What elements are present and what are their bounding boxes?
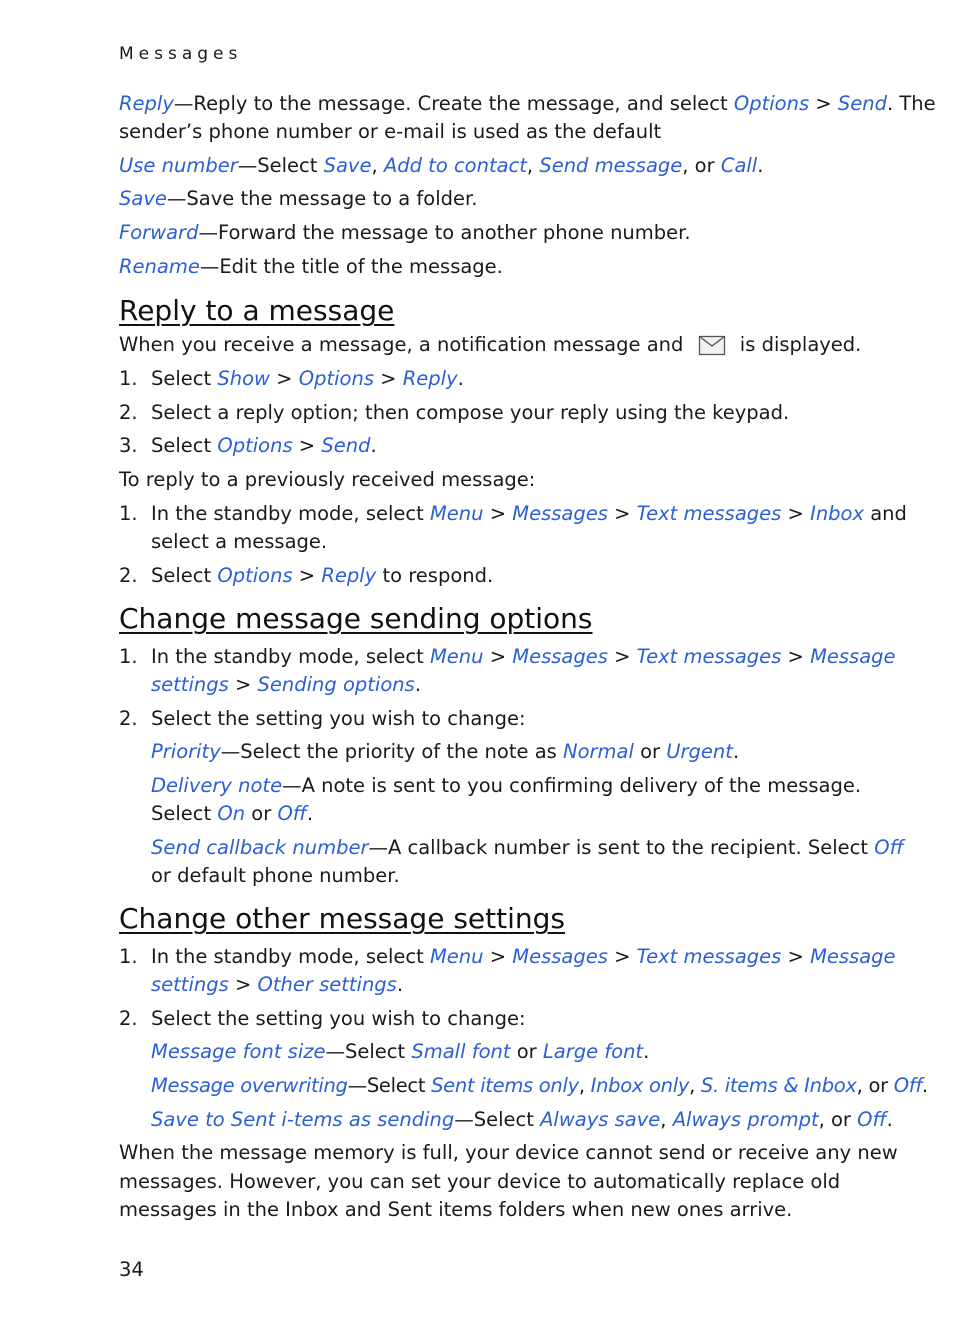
callback-line: Send callback number—A callback number is sent to the recipient. Select Off bbox=[151, 836, 904, 859]
forward-line: Forward—Forward the message to another phone number. bbox=[119, 221, 691, 244]
message-settings-link[interactable]: settings bbox=[151, 673, 229, 696]
other-step-1: In the standby mode, select Menu > Messages > Text messages > Message bbox=[151, 945, 896, 968]
page-number: 34 bbox=[119, 1258, 144, 1281]
closing-line-2: messages. However, you can set your device to automatically replace old bbox=[119, 1170, 841, 1193]
step-number: 2. bbox=[119, 707, 138, 730]
always-prompt-link[interactable]: Always prompt bbox=[672, 1108, 819, 1131]
callback-cont: or default phone number. bbox=[151, 864, 400, 887]
send-message-link[interactable]: Send message bbox=[539, 154, 683, 177]
options-link[interactable]: Options bbox=[217, 564, 293, 587]
messages-link[interactable]: Messages bbox=[512, 502, 608, 525]
messages-link[interactable]: Messages bbox=[512, 945, 608, 968]
sent-items-only-link[interactable]: Sent items only bbox=[431, 1074, 579, 1097]
step-number: 3. bbox=[119, 434, 138, 457]
other-step-2: Select the setting you wish to change: bbox=[151, 1007, 526, 1030]
options-link[interactable]: Options bbox=[733, 92, 810, 115]
priority-link[interactable]: Priority bbox=[151, 740, 221, 763]
small-font-link[interactable]: Small font bbox=[411, 1040, 511, 1063]
reply-step-3: Select Options > Send. bbox=[151, 434, 377, 457]
reply-link[interactable]: Reply bbox=[321, 564, 377, 587]
step-number: 2. bbox=[119, 401, 138, 424]
closing-line-1: When the message memory is full, your device cannot send or receive any new bbox=[119, 1141, 898, 1164]
normal-link[interactable]: Normal bbox=[563, 740, 634, 763]
send-link[interactable]: Send bbox=[321, 434, 371, 457]
running-head: Messages bbox=[119, 44, 243, 64]
options-link[interactable]: Options bbox=[298, 367, 374, 390]
rename-line: Rename—Edit the title of the message. bbox=[119, 255, 503, 278]
step-number: 2. bbox=[119, 564, 138, 587]
reply-link[interactable]: Reply bbox=[402, 367, 458, 390]
step-number: 1. bbox=[119, 502, 138, 525]
section-heading-sending: Change message sending options bbox=[119, 602, 593, 635]
call-link[interactable]: Call bbox=[720, 154, 758, 177]
priority-line: Priority—Select the priority of the note as Normal or Urgent. bbox=[151, 740, 740, 763]
rename-link[interactable]: Rename bbox=[119, 255, 200, 278]
messages-link[interactable]: Messages bbox=[512, 645, 608, 668]
sending-step-2: Select the setting you wish to change: bbox=[151, 707, 526, 730]
on-link[interactable]: On bbox=[217, 802, 246, 825]
inbox-link[interactable]: Inbox bbox=[810, 502, 865, 525]
message-settings-link[interactable]: Message bbox=[810, 945, 896, 968]
step-number: 1. bbox=[119, 945, 138, 968]
send-link[interactable]: Send bbox=[837, 92, 887, 115]
menu-link[interactable]: Menu bbox=[429, 945, 484, 968]
prev-reply-intro: To reply to a previously received message: bbox=[119, 468, 536, 491]
off-link[interactable]: Off bbox=[277, 802, 307, 825]
reply-option-line-2: sender’s phone number or e-mail is used as the default bbox=[119, 120, 662, 143]
step-number: 1. bbox=[119, 367, 138, 390]
delivery-note-link[interactable]: Delivery note bbox=[151, 774, 283, 797]
reply-step-1: Select Show > Options > Reply. bbox=[151, 367, 464, 390]
sending-step-1-cont: settings > Sending options. bbox=[151, 673, 422, 696]
message-settings-link[interactable]: settings bbox=[151, 973, 229, 996]
large-font-link[interactable]: Large font bbox=[542, 1040, 644, 1063]
save-line: Save—Save the message to a folder. bbox=[119, 187, 478, 210]
section-heading-other: Change other message settings bbox=[119, 902, 565, 935]
save-option-link[interactable]: Save bbox=[119, 187, 167, 210]
off-link[interactable]: Off bbox=[874, 836, 904, 859]
show-link[interactable]: Show bbox=[217, 367, 270, 390]
step-number: 2. bbox=[119, 1007, 138, 1030]
delivery-note-cont: Select On or Off. bbox=[151, 802, 314, 825]
sending-options-link[interactable]: Sending options bbox=[257, 673, 415, 696]
prev-step-1: In the standby mode, select Menu > Messages > Text messages > Inbox and bbox=[151, 502, 907, 525]
off-link[interactable]: Off bbox=[857, 1108, 887, 1131]
sending-step-1: In the standby mode, select Menu > Messages > Text messages > Message bbox=[151, 645, 896, 668]
other-settings-link[interactable]: Other settings bbox=[257, 973, 397, 996]
prev-step-1-cont: select a message. bbox=[151, 530, 328, 553]
message-settings-link[interactable]: Message bbox=[810, 645, 896, 668]
use-number-link[interactable]: Use number bbox=[119, 154, 238, 177]
reply-option-line: Reply—Reply to the message. Create the message, and select Options > Send. The bbox=[119, 92, 936, 115]
save-to-sent-line: Save to Sent i-tems as sending—Select Always save, Always prompt, or Off. bbox=[151, 1108, 893, 1131]
text-messages-link[interactable]: Text messages bbox=[636, 502, 782, 525]
prev-step-2: Select Options > Reply to respond. bbox=[151, 564, 494, 587]
off-link[interactable]: Off bbox=[893, 1074, 922, 1097]
save-to-sent-link[interactable]: Save to Sent i-tems as sending bbox=[151, 1108, 455, 1131]
message-overwriting-link[interactable]: Message overwriting bbox=[151, 1074, 348, 1097]
save-link[interactable]: Save bbox=[323, 154, 372, 177]
reply-link[interactable]: Reply bbox=[119, 92, 174, 115]
other-step-1-cont: settings > Other settings. bbox=[151, 973, 404, 996]
step-number: 1. bbox=[119, 645, 138, 668]
delivery-note-line: Delivery note—A note is sent to you confirming delivery of the message. bbox=[151, 774, 862, 797]
send-callback-link[interactable]: Send callback number bbox=[151, 836, 369, 859]
options-link[interactable]: Options bbox=[217, 434, 293, 457]
inbox-only-link[interactable]: Inbox only bbox=[590, 1074, 690, 1097]
overwriting-line: Message overwriting—Select Sent items only, Inbox only, S. items & Inbox, or Off. bbox=[151, 1074, 928, 1097]
always-save-link[interactable]: Always save bbox=[540, 1108, 661, 1131]
menu-link[interactable]: Menu bbox=[429, 502, 484, 525]
forward-link[interactable]: Forward bbox=[119, 221, 199, 244]
reply-step-2: Select a reply option; then compose your reply using the keypad. bbox=[151, 401, 790, 424]
message-font-size-link[interactable]: Message font size bbox=[151, 1040, 326, 1063]
envelope-icon bbox=[698, 333, 726, 365]
add-to-contact-link[interactable]: Add to contact bbox=[383, 154, 527, 177]
reply-intro: When you receive a message, a notification message and is displayed. bbox=[119, 331, 829, 365]
section-heading-reply: Reply to a message bbox=[119, 294, 395, 327]
closing-line-3: messages in the Inbox and Sent items folders when new ones arrive. bbox=[119, 1198, 793, 1221]
text-messages-link[interactable]: Text messages bbox=[636, 645, 782, 668]
text-messages-link[interactable]: Text messages bbox=[636, 945, 782, 968]
s-items-inbox-link[interactable]: S. items & Inbox bbox=[700, 1074, 857, 1097]
font-size-line: Message font size—Select Small font or Large font. bbox=[151, 1040, 650, 1063]
menu-link[interactable]: Menu bbox=[429, 645, 484, 668]
use-number-line: Use number—Select Save, Add to contact, Send message, or Call. bbox=[119, 154, 764, 177]
urgent-link[interactable]: Urgent bbox=[666, 740, 733, 763]
